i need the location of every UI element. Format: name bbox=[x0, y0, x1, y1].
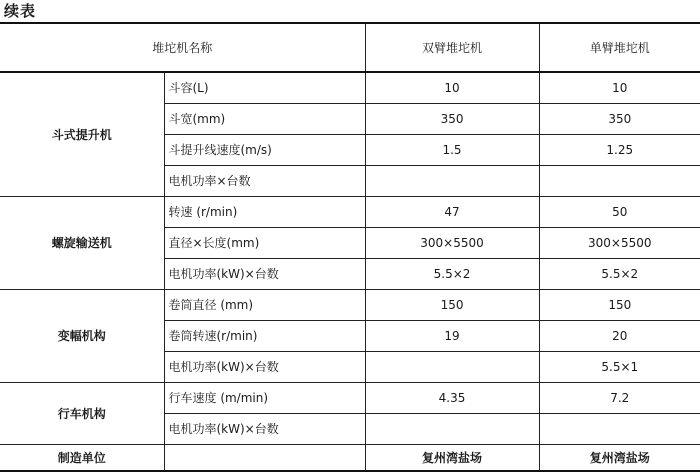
group-label: 螺旋输送机 bbox=[0, 196, 164, 289]
value-cell: 5.5×1 bbox=[539, 351, 700, 382]
header-col-single-arm: 单臂堆坨机 bbox=[539, 23, 700, 72]
manufacturer-label: 制造单位 bbox=[0, 444, 164, 471]
value-cell: 20 bbox=[539, 320, 700, 351]
value-cell: 5.5×2 bbox=[539, 258, 700, 289]
param-cell: 卷筒转速(r/min) bbox=[164, 320, 365, 351]
value-cell bbox=[539, 165, 700, 196]
value-cell: 47 bbox=[365, 196, 539, 227]
param-cell: 行车速度 (m/min) bbox=[164, 382, 365, 413]
value-cell: 50 bbox=[539, 196, 700, 227]
value-cell: 19 bbox=[365, 320, 539, 351]
value-cell: 7.2 bbox=[539, 382, 700, 413]
param-cell: 电机功率(kW)×台数 bbox=[164, 413, 365, 444]
value-cell: 4.35 bbox=[365, 382, 539, 413]
value-cell: 300×5500 bbox=[365, 227, 539, 258]
manufacturer-value: 复州湾盐场 bbox=[365, 444, 539, 471]
param-cell: 电机功率(kW)×台数 bbox=[164, 258, 365, 289]
param-cell: 转速 (r/min) bbox=[164, 196, 365, 227]
value-cell bbox=[365, 413, 539, 444]
stacker-spec-table bbox=[0, 22, 700, 472]
table-row bbox=[0, 382, 700, 413]
value-cell: 350 bbox=[539, 103, 700, 134]
param-cell: 斗容(L) bbox=[164, 72, 365, 103]
value-cell bbox=[365, 351, 539, 382]
value-cell: 150 bbox=[539, 289, 700, 320]
value-cell: 5.5×2 bbox=[365, 258, 539, 289]
table-caption: 续表 bbox=[4, 2, 37, 20]
value-cell: 150 bbox=[365, 289, 539, 320]
header-col-double-arm: 双臂堆坨机 bbox=[365, 23, 539, 72]
param-cell: 卷筒直径 (mm) bbox=[164, 289, 365, 320]
param-cell: 直径×长度(mm) bbox=[164, 227, 365, 258]
manufacturer-row bbox=[0, 444, 700, 471]
group-label: 行车机构 bbox=[0, 382, 164, 444]
table-row bbox=[0, 289, 700, 320]
param-cell: 电机功率×台数 bbox=[164, 165, 365, 196]
value-cell: 350 bbox=[365, 103, 539, 134]
table-row bbox=[0, 72, 700, 103]
param-cell: 斗提升线速度(m/s) bbox=[164, 134, 365, 165]
empty-cell bbox=[164, 444, 365, 471]
manufacturer-value: 复州湾盐场 bbox=[539, 444, 700, 471]
group-label: 斗式提升机 bbox=[0, 72, 164, 196]
param-cell: 电机功率(kW)×台数 bbox=[164, 351, 365, 382]
param-cell: 斗宽(mm) bbox=[164, 103, 365, 134]
value-cell bbox=[365, 165, 539, 196]
value-cell bbox=[539, 413, 700, 444]
value-cell: 10 bbox=[365, 72, 539, 103]
header-row bbox=[0, 23, 700, 72]
group-label: 变幅机构 bbox=[0, 289, 164, 382]
value-cell: 10 bbox=[539, 72, 700, 103]
value-cell: 1.25 bbox=[539, 134, 700, 165]
header-name-cell: 堆坨机名称 bbox=[0, 23, 365, 72]
value-cell: 300×5500 bbox=[539, 227, 700, 258]
value-cell: 1.5 bbox=[365, 134, 539, 165]
table-row bbox=[0, 196, 700, 227]
